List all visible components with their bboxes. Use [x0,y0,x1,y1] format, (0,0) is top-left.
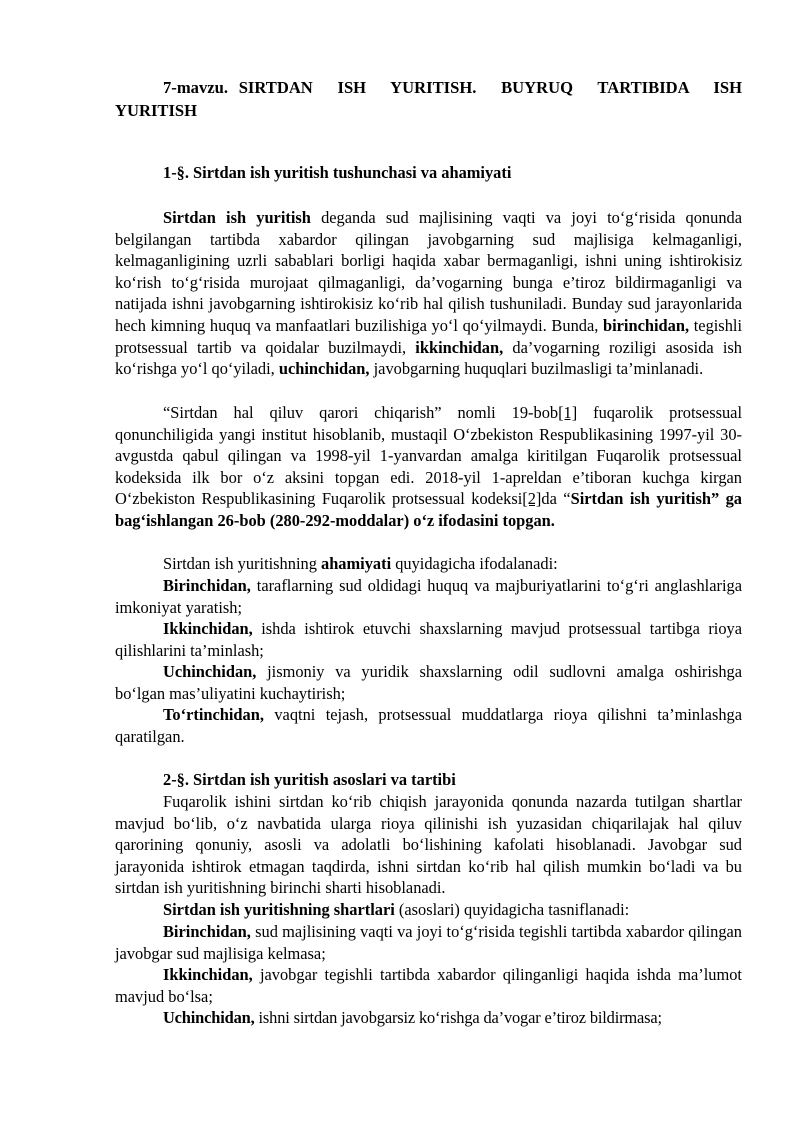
bold-term: ahamiyati [321,554,392,573]
paragraph-text: da “ [541,489,571,509]
list-item [115,575,742,618]
list-item [115,1007,742,1029]
bold-term: Birinchidan, [163,922,251,941]
paragraph-text: ishda ishtirok etuvchi shaxslarning mavjud protsessual tartibga rioya qilishlarini ta’minlash; [115,619,742,660]
bold-term: Ikkinchidan, [163,965,253,984]
paragraph-text: deganda sud majlisining vaqti va joyi to‘g‘risida qonunda belgilangan tartibda xabardor qilingan javobgarning sud majlisiga kelmaganligi, kelmaganligining uzrli sabablari borligi haqida xabar bermaganligi, ishni uning ishtirokisiz ko‘rish to‘g‘risida murojaat qilmaganligi, da’vogarning bunga e’tiroz bildirmaganligi va natijada ishni javobgarning ishtirokisiz ko‘rib hal qilish tushuniladi. Bunday sud jarayonlarida hech kimning huquq va manfaatlari buzilishiga yo‘l qo‘yilmaydi. Bunda, [115,208,742,335]
paragraph-text: sud majlisining vaqti va joyi to‘g‘risida tegishli tartibda xabardor qilingan javobgar sud majlisiga kelmasa; [115,922,742,963]
bold-term: Sirtdan ish yuritish” ga bag‘ishlangan 26-bob (280-292-moddalar) o‘z ifodasini topgan. [115,489,743,530]
list-item [115,661,742,704]
section-1-paragraph-1 [115,207,742,380]
title-lead: 7-mavzu. [163,78,228,97]
section-1-heading-text: 1-§. Sirtdan ish yuritish tushunchasi va ahamiyati [163,163,512,182]
bold-term: Uchinchidan, [163,662,257,681]
bold-term: Sirtdan ish yuritishning shartlari [163,900,395,919]
bold-term: Uchinchidan, [163,1008,255,1027]
paragraph-text: tegishli protsessual tartib va qoidalar buzilmaydi, [115,315,742,357]
paragraph-text: (asoslari) quyidagicha tasniflanadi: [394,900,630,919]
paragraph-text: taraflarning sud oldidagi huquq va majburiyatlarini to‘g‘ri anglashlariga imkoniyat yaratish; [115,576,742,617]
paragraph-text: jismoniy va yuridik shaxslarning odil sudlovni amalga oshirishga bo‘lgan mas’uliyatini kuchaytirish; [115,662,742,703]
bold-term: uchinchidan, [278,359,370,379]
paragraph-text: quyidagicha ifodalanadi: [391,554,558,573]
page-title [115,76,742,122]
list-item [115,921,742,964]
footnote-link-1[interactable]: [1] [558,403,578,422]
section-1-paragraph-2 [115,402,742,532]
paragraph-text: javobgarning huquqlari buzilmasligi ta’minlanadi. [369,359,704,379]
bold-term: Birinchidan, [163,576,251,595]
list-item [115,618,742,661]
bold-term: ikkinchidan, [415,337,504,357]
bold-term: Sirtdan ish yuritish [163,208,311,227]
paragraph-text: fuqarolik protsessual qonunchiligida yangi institut hisoblanib, mustaqil O‘zbekiston Respublikasining 1997-yil 30-avgustda qabul qilingan va 1998-yil 1-yanvardan amalga kiritilgan Fuqarolik protsessual kodeksida ilk bor o‘z aksini topgan edi. 2018-yil 1-apreldan e’tiboran kuchga kirgan O‘zbekiston Respublikasining Fuqarolik protsessual kodeksi [115,403,742,509]
list-item [115,964,742,1007]
section-2-paragraph-1 [115,791,742,899]
section-1-heading [115,162,742,184]
bold-term: Ikkinchidan, [163,619,253,638]
list-item [115,704,742,747]
footnote-link-2[interactable]: [2] [522,489,542,509]
section-2-heading [115,769,742,791]
section-1-paragraph-3 [115,553,742,575]
paragraph-text: “Sirtdan hal qiluv qarori chiqarish” nomli 19-bob [163,403,559,422]
paragraph-text: ishni sirtdan javobgarsiz ko‘rishga da’vogar e’tiroz bildirmasa; [254,1008,662,1027]
paragraph-text: javobgar tegishli tartibda xabardor qilinganligi haqida ishda ma’lumot mavjud bo‘lsa; [115,965,742,1006]
section-2-heading-text: 2-§. Sirtdan ish yuritish asoslari va tartibi [163,770,456,789]
bold-term: To‘rtinchidan, [163,705,264,724]
paragraph-text: Sirtdan ish yuritishning [163,554,321,573]
section-2-paragraph-2 [115,899,742,921]
title-main: SIRTDAN ISH YURITISH. BUYRUQ TARTIBIDA ISH YURITISH [115,78,742,120]
paragraph-text: vaqtni tejash, protsessual muddatlarga rioya qilishni ta’minlashga qaratilgan. [115,705,742,746]
paragraph-text: Fuqarolik ishini sirtdan ko‘rib chiqish jarayonida qonunda nazarda tutilgan shartlar mavjud bo‘lib, o‘z navbatida ularga rioya qilinishi ish yuzasidan chiqarilajak hal qiluv qarorining qonuniy, asosli va adolatli bo‘lishining kafolati hisoblanadi. Javobgar sud jarayonida ishtirok etmagan taqdirda, ishni sirtdan ko‘rib hal qilish mumkin bo‘ladi va bu sirtdan ish yuritishning birinchi sharti hisoblanadi. [115,792,742,898]
bold-term: birinchidan, [602,315,690,335]
paragraph-text: da’vogarning roziligi asosida ish ko‘rishga yo‘l qo‘yiladi, [115,337,742,379]
